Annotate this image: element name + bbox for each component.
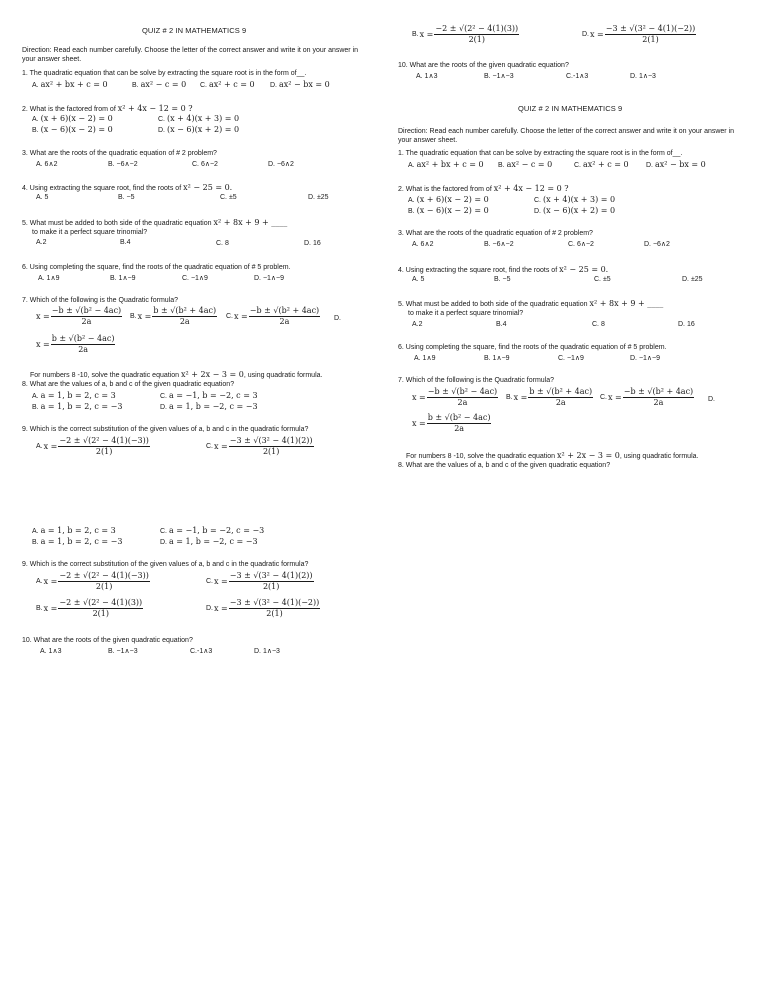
r-question-5: 5. What must be added to both side of the quadratic equation x² + 8x + 9 + ____ — [398, 299, 664, 308]
r-q6-option-c: C. −1∧9 — [558, 355, 584, 362]
question-10: 10. What are the roots of the given quadratic equation? — [22, 637, 193, 644]
question-4: 4. Using extracting the square root, find the roots of x² − 25 = 0. — [22, 183, 233, 192]
r-q7-option-b: B. x = $\frac{\text{b ± √(b² + 4ac)}}{2a}$ — [506, 387, 593, 407]
r-q4-option-d: D. ±25 — [682, 276, 703, 283]
r-q2-option-d: D. (x − 6)(x + 2) = 0 — [534, 206, 616, 215]
r-q7-option-a: x = $\frac{\text{−b ± √(b² − 4ac)}}{2a}$ — [412, 387, 498, 407]
r-q2-option-b: B. (x − 6)(x − 2) = 0 — [408, 206, 489, 215]
r-q6-option-d: D. −1∧−9 — [630, 355, 661, 362]
q9b-option-b: B. x = $\frac{\text{−2 ± √(2² − 4(1)(3))}}{2(1)}$ — [36, 598, 143, 618]
q9b-option-c: C. x = $\frac{\text{−3 ± √(3² − 4(1)(2))}}{2(1)}$ — [206, 571, 313, 591]
q8-option-d: D. a = 1, b = −2, c = −3 — [160, 402, 258, 411]
q5-option-b: B.4 — [120, 239, 131, 246]
q6-option-d: D. −1∧−9 — [254, 275, 285, 282]
r-q3-option-b: B. −6∧−2 — [484, 241, 514, 248]
r-q1-option-a: A. ax² + bx + c = 0 — [408, 160, 484, 169]
q8b-option-d: D. a = 1, b = −2, c = −3 — [160, 537, 258, 546]
r-question-8: 8. What are the values of a, b and c of the given quadratic equation? — [398, 462, 611, 469]
q7-option-c: C. x = $\frac{\text{−b ± √(b² + 4ac)}}{2a}$ — [226, 306, 320, 326]
r-q1-option-b: B. ax² − c = 0 — [498, 160, 553, 169]
question-9: 9. Which is the correct substitution of the given values of a, b and c in the quadratic formula? — [22, 426, 309, 433]
r-q2-option-a: A. (x + 6)(x − 2) = 0 — [408, 195, 489, 204]
top-q10-option-a: A. 1∧3 — [416, 73, 438, 80]
r-q3-option-d: D. −6∧2 — [644, 241, 670, 248]
q3-option-a: A. 6∧2 — [36, 161, 58, 168]
q1-option-d: D. ax² − bx = 0 — [270, 80, 330, 89]
q3-option-b: B. −6∧−2 — [108, 161, 138, 168]
r-q3-option-a: A. 6∧2 — [412, 241, 434, 248]
q2-option-c: C. (x + 4)(x + 3) = 0 — [158, 114, 240, 123]
r-q5-option-b: B.4 — [496, 321, 507, 328]
r-q5-option-a: A.2 — [412, 321, 423, 328]
top-q10-option-d: D. 1∧−3 — [630, 73, 656, 80]
top-q9-option-b: B. x = $\frac{\text{−2 ± √(2² − 4(1)(3))}}{2(1)}$ — [412, 24, 519, 44]
q4-option-c: C. ±5 — [220, 194, 237, 201]
q1-option-b: B. ax² − c = 0 — [132, 80, 187, 89]
q4-option-a: A. 5 — [36, 194, 49, 201]
q7-option-d-label: D. — [334, 315, 341, 322]
q5-option-a: A.2 — [36, 239, 47, 246]
r-q4-option-c: C. ±5 — [594, 276, 611, 283]
q8b-option-a: A. a = 1, b = 2, c = 3 — [32, 526, 116, 535]
r-q7-option-c: C. x = $\frac{\text{−b ± √(b² + 4ac)}}{2a}$ — [600, 387, 694, 407]
question-8: 8. What are the values of a, b and c of the given quadratic equation? — [22, 381, 235, 388]
q10-option-b: B. −1∧−3 — [108, 648, 138, 655]
instructions-8-10: For numbers 8 -10, solve the quadratic equation x² + 2x − 3 = 0, using quadratic formula. — [30, 370, 323, 379]
r-instructions-8-10: For numbers 8 -10, solve the quadratic equation x² + 2x − 3 = 0, using quadratic formula. — [406, 451, 699, 460]
top-q10-option-c: C.-1∧3 — [566, 73, 589, 80]
q4-option-d: D. ±25 — [308, 194, 329, 201]
r-q4-option-b: B. −5 — [494, 276, 511, 283]
r-q1-option-c: C. ax² + c = 0 — [574, 160, 629, 169]
q8-option-a: A. a = 1, b = 2, c = 3 — [32, 391, 116, 400]
direction-text: Direction: Read each number carefully. Choose the letter of the correct answer and write it on your answer in your answer sheet. — [22, 47, 359, 63]
q10-option-d: D. 1∧−3 — [254, 648, 280, 655]
r-q5-option-c: C. 8 — [592, 321, 605, 328]
q3-option-c: C. 6∧−2 — [192, 161, 218, 168]
r-q5-option-d: D. 16 — [678, 321, 695, 328]
q7-option-b: B. x = $\frac{\text{b ± √(b² + 4ac)}}{2a}$ — [130, 306, 217, 326]
top-q9-option-d: D. x = $\frac{\text{−3 ± √(3² − 4(1)(−2))}}{2(1)}$ — [582, 24, 696, 44]
q6-option-a: A. 1∧9 — [38, 275, 60, 282]
question-7: 7. Which of the following is the Quadratic formula? — [22, 297, 179, 304]
r-q7-option-d: x = $\frac{\text{b ± √(b² − 4ac)}}{2a}$ — [412, 413, 491, 433]
question-9-repeat: 9. Which is the correct substitution of the given values of a, b and c in the quadratic formula? — [22, 561, 309, 568]
q8-option-c: C. a = −1, b = −2, c = 3 — [160, 391, 258, 400]
r-q2-option-c: C. (x + 4)(x + 3) = 0 — [534, 195, 616, 204]
q1-option-a: A. ax² + bx + c = 0 — [32, 80, 108, 89]
top-q10-option-b: B. −1∧−3 — [484, 73, 514, 80]
r-question-5-continuation: to make it a perfect square trinomial? — [408, 310, 524, 317]
q8b-option-c: C. a = −1, b = −2, c = −3 — [160, 526, 265, 535]
quiz-title-2: QUIZ # 2 IN MATHEMATICS 9 — [518, 104, 623, 113]
question-2: 2. What is the factored from of x² + 4x − 12 = 0 ? — [22, 104, 193, 113]
r-question-6: 6. Using completing the square, find the roots of the quadratic equation of # 5 problem. — [398, 344, 667, 351]
q1-option-c: C. ax² + c = 0 — [200, 80, 255, 89]
q8-option-b: B. a = 1, b = 2, c = −3 — [32, 402, 123, 411]
r-question-1: 1. The quadratic equation that can be solve by extracting the square root is in the form of__. — [398, 150, 683, 157]
question-5: 5. What must be added to both side of the quadratic equation x² + 8x + 9 + ____ — [22, 218, 288, 227]
q7-option-d: x = $\frac{\text{b ± √(b² − 4ac)}}{2a}$ — [36, 334, 115, 354]
question-5-continuation: to make it a perfect square trinomial? — [32, 229, 148, 236]
quiz-title: QUIZ # 2 IN MATHEMATICS 9 — [142, 26, 247, 35]
r-q6-option-a: A. 1∧9 — [414, 355, 436, 362]
direction-text-2: Direction: Read each number carefully. Choose the letter of the correct answer and write it on your answer in your answer sheet. — [398, 128, 735, 144]
q8b-option-b: B. a = 1, b = 2, c = −3 — [32, 537, 123, 546]
question-6: 6. Using completing the square, find the roots of the quadratic equation of # 5 problem. — [22, 264, 291, 271]
q9-option-c: C. x = $\frac{\text{−3 ± √(3² − 4(1)(2))}}{2(1)}$ — [206, 436, 313, 456]
q2-option-a: A. (x + 6)(x − 2) = 0 — [32, 114, 113, 123]
q2-option-d: D. (x − 6)(x + 2) = 0 — [158, 125, 240, 134]
r-question-3: 3. What are the roots of the quadratic equation of # 2 problem? — [398, 230, 593, 237]
q7-option-a: x = $\frac{\text{−b ± √(b² − 4ac)}}{2a}$ — [36, 306, 122, 326]
q10-option-c: C.-1∧3 — [190, 648, 213, 655]
q9-option-a: A. x = $\frac{\text{−2 ± √(2² − 4(1)(−3))}}{2(1)}$ — [36, 436, 149, 456]
q5-option-d: D. 16 — [304, 240, 321, 247]
r-q3-option-c: C. 6∧−2 — [568, 241, 594, 248]
q4-option-b: B. −5 — [118, 194, 135, 201]
q2-option-b: B. (x − 6)(x − 2) = 0 — [32, 125, 113, 134]
r-q6-option-b: B. 1∧−9 — [484, 355, 510, 362]
q3-option-d: D. −6∧2 — [268, 161, 294, 168]
q10-option-a: A. 1∧3 — [40, 648, 62, 655]
question-3: 3. What are the roots of the quadratic equation of # 2 problem? — [22, 150, 217, 157]
q9b-option-d: D. x = $\frac{\text{−3 ± √(3² − 4(1)(−2))}}{2(1)}$ — [206, 598, 320, 618]
q5-option-c: C. 8 — [216, 240, 229, 247]
top-question-10: 10. What are the roots of the given quadratic equation? — [398, 62, 569, 69]
r-question-2: 2. What is the factored from of x² + 4x − 12 = 0 ? — [398, 184, 569, 193]
r-q7-option-d-label: D. — [708, 396, 715, 403]
r-question-4: 4. Using extracting the square root, find the roots of x² − 25 = 0. — [398, 265, 609, 274]
r-q4-option-a: A. 5 — [412, 276, 425, 283]
q6-option-b: B. 1∧−9 — [110, 275, 136, 282]
q6-option-c: C. −1∧9 — [182, 275, 208, 282]
r-q1-option-d: D. ax² − bx = 0 — [646, 160, 706, 169]
r-question-7: 7. Which of the following is the Quadratic formula? — [398, 377, 555, 384]
question-1: 1. The quadratic equation that can be solve by extracting the square root is in the form of__. — [22, 70, 307, 77]
q9b-option-a: A. x = $\frac{\text{−2 ± √(2² − 4(1)(−3))}}{2(1)}$ — [36, 571, 149, 591]
